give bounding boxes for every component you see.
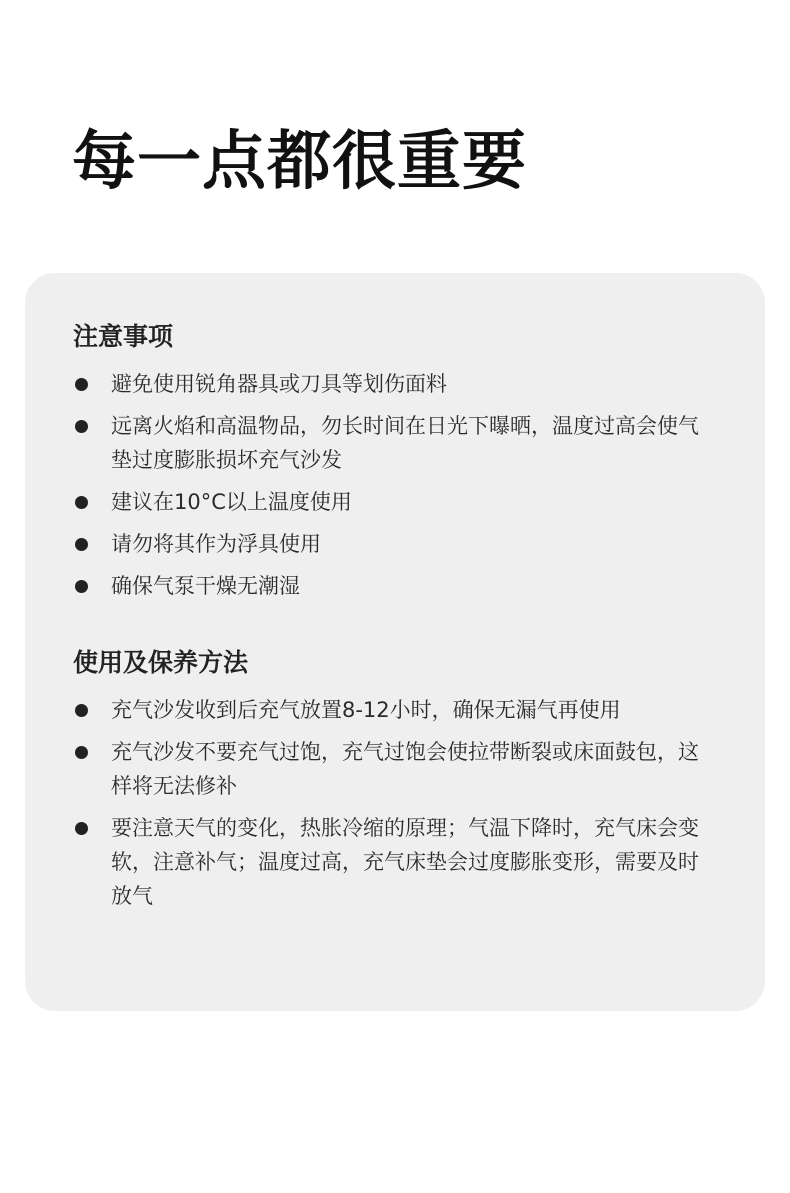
list-item — [73, 569, 717, 603]
bullet-icon — [75, 704, 88, 717]
bullet-icon — [75, 580, 88, 593]
precautions-section — [73, 317, 717, 603]
list-item-text: 远离火焰和高温物品，勿长时间在日光下曝晒，温度过高会使气垫过度膨胀损坏充气沙发 — [111, 414, 699, 472]
list-item-text: 确保气泵干燥无潮湿 — [111, 574, 300, 598]
usage-maintenance-section — [73, 643, 717, 913]
usage-list — [73, 693, 717, 913]
list-item — [73, 485, 717, 519]
list-item-text: 请勿将其作为浮具使用 — [111, 532, 321, 556]
precautions-list — [73, 367, 717, 603]
list-item — [73, 409, 717, 477]
page-title: 每一点都很重要 — [72, 125, 527, 199]
list-item — [73, 811, 717, 913]
section-title: 使用及保养方法 — [73, 648, 249, 677]
bullet-icon — [75, 420, 88, 433]
list-item-text: 充气沙发不要充气过饱，充气过饱会使拉带断裂或床面鼓包，这样将无法修补 — [111, 740, 699, 798]
list-item-text: 建议在10°C以上温度使用 — [111, 490, 352, 514]
info-card — [25, 273, 765, 1011]
bullet-icon — [75, 378, 88, 391]
section-title: 注意事项 — [73, 322, 174, 351]
list-item — [73, 693, 717, 727]
bullet-icon — [75, 746, 88, 759]
list-item — [73, 735, 717, 803]
bullet-icon — [75, 538, 88, 551]
list-item — [73, 367, 717, 401]
list-item-text: 充气沙发收到后充气放置8-12小时，确保无漏气再使用 — [111, 698, 621, 722]
bullet-icon — [75, 822, 88, 835]
bullet-icon — [75, 496, 88, 509]
list-item — [73, 527, 717, 561]
list-item-text: 避免使用锐角器具或刀具等划伤面料 — [111, 372, 447, 396]
list-item-text: 要注意天气的变化，热胀冷缩的原理；气温下降时，充气床会变软，注意补气；温度过高，充气床垫会过度膨胀变形，需要及时放气 — [111, 816, 699, 908]
